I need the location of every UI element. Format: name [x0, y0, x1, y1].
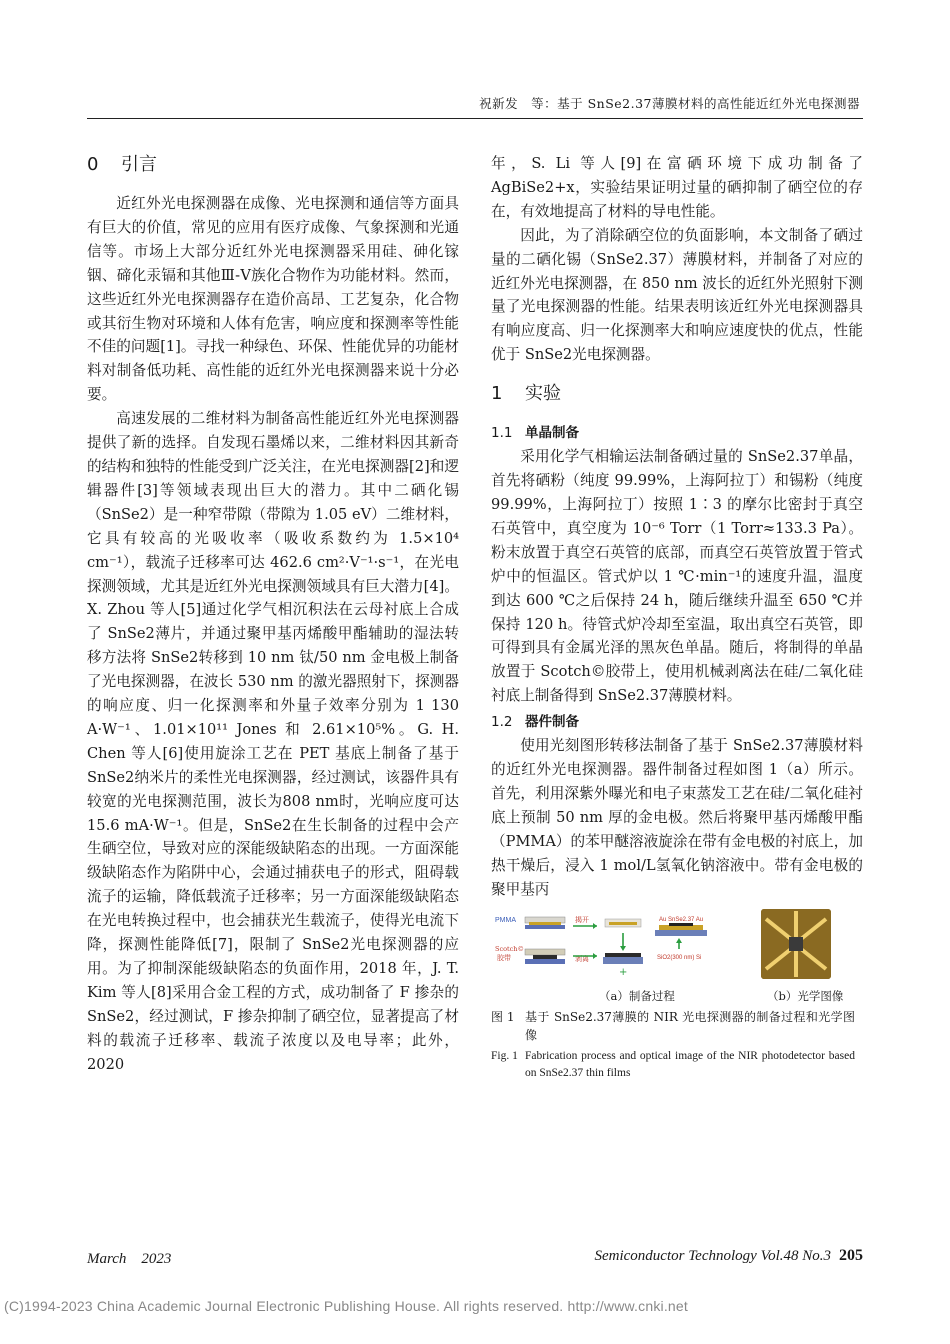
scotch-tape	[525, 949, 565, 955]
label-lift: 揭开	[575, 916, 589, 925]
section-title-text: 实验	[525, 383, 561, 405]
header-rule	[87, 118, 863, 119]
label-electrodes: Au SnSe2.37 Au	[659, 917, 704, 924]
figure-subcaptions	[491, 985, 863, 1005]
subsection-title-text: 单晶制备	[525, 425, 579, 442]
subcaption-b: （b）光学图像	[767, 989, 844, 1004]
arrow-head	[593, 923, 597, 929]
caption-label: 图 1	[491, 1010, 515, 1025]
section-number: 0	[87, 154, 99, 175]
intro-paragraph-3: 因此，为了消除硒空位的负面影响，本文制备了硒过量的二硒化锡（SnSe2.37）薄膜材料，并制备了对应的近红外光电探测器，在 850 nm 波长的近红外光照射下测量了光电探测器的性能。结果表明该近红外光电探测器具有响应度高、归一化探测率大和响应速度快的优点，性能优于 SnSe2光电探测器。	[491, 226, 863, 364]
tape-substrate	[525, 959, 565, 964]
device-center	[789, 937, 803, 951]
subsection-title-text: 器件制备	[525, 714, 579, 731]
section-1-title	[491, 381, 863, 407]
label-tape: 胶带	[497, 954, 511, 963]
final-snse-film	[669, 923, 693, 926]
left-column	[87, 152, 459, 1077]
snse-crystal	[533, 955, 557, 959]
gold-electrode-layer	[529, 922, 561, 925]
subsection-number: 1.2	[491, 714, 513, 731]
section-number: 1	[491, 383, 503, 405]
subsection-1-2-title	[491, 710, 863, 734]
figure-1	[491, 909, 863, 981]
subsection-number: 1.1	[491, 425, 513, 442]
figure-caption-zh	[491, 1009, 863, 1044]
released-electrodes	[609, 922, 637, 925]
page-number: 205	[839, 1247, 863, 1264]
intro-paragraph-1: 近红外光电探测器在成像、光电探测和通信等方面具有巨大的价值，常见的应用有医疗成像、气象探测和光通信等。市场上大部分近红外光电探测器采用硅、砷化镓铟、碲化汞镉和其他Ⅲ-Ⅴ族化合物作为功能材料。然而，这些近红外光电探测器存在造价高昂、工艺复杂，化合物或其衍生物对环境和人体有危害，响应度和探测率等性能不佳的问题[1]。寻找一种绿色、环保、性能优异的功能材料对制备低功耗、高性能的近红外光电探测器来说十分必要。	[87, 195, 459, 404]
intro-paragraph-2: 高速发展的二维材料为制备高性能近红外光电探测器提供了新的选择。自发现石墨烯以来，二维材料因其新奇的结构和独特的性能受到广泛关注，在光电探测器[2]和逻辑器件[3]等领域表现出巨大的潜力。其中二硒化锡（SnSe2）是一种窄带隙（带隙为 1.05 eV）二维材料，它具有较高的光吸收率（吸收系数约为 1.5×10⁴ cm⁻¹），载流子迁移率可达 462.6 cm²·V⁻¹·s⁻¹，在光电探测领域，尤其是近红外光电探测领域具有巨大潜力[4]。X. Zhou 等人[5]通过化学气相沉积法在云母衬底上合成了 SnSe2薄片，并通过聚甲基丙烯酸甲酯辅助的湿法转移方法将 SnSe2转移到 10 nm 钛/50 nm 金电极上制备了光电探测器，在波长 530 nm 的激光器照射下，探测器的响应度、归一化探测率和外量子效率分别为 1 130 A·W⁻¹、1.01×10¹¹ Jones 和 2.61×10⁵%。G. H. Chen 等人[6]使用旋涂工艺在 PET 基底上制备了基于 SnSe2纳米片的柔性光电探测器，经过测试，该器件具有较宽的光电探测范围，波长为808 nm时，光响应度可达15.6 mA·W⁻¹。但是，SnSe2在生长制备的过程中会产生硒空位，导致对应的深能级缺陷态的出现。一方面深能级缺陷态作为陷阱中心，会通过捕获电子的形式，阻碍载流子的运输，降低载流子迁移率；另一方面深能级缺陷态在光电转换过程中，也会捕获光生载流子，使得光电流下降，探测性能降低[7]，限制了 SnSe2光电探测器的应用。为了抑制深能级缺陷态的负面作用，2018 年，J. T. Kim 等人[8]采用合金工程的方式，成功制备了 F 掺杂的 SnSe2，经过测试，F 掺杂抑制了硒空位，显著提高了材料的载流子迁移率、载流子浓度以及电导率；此外，2020	[87, 410, 459, 1073]
arrow-head	[620, 946, 626, 951]
optical-photo	[761, 909, 831, 979]
final-substrate	[655, 930, 707, 936]
intro-paragraph-2-continued: 年，S. Li 等人[9]在富硒环境下成功制备了 AgBiSe2+x，实验结果证明过量的硒抑制了硒空位的存在，有效地提高了材料的导电性能。	[491, 155, 863, 220]
caption-text: 基于 SnSe2.37薄膜的 NIR 光电探测器的制备过程和光学图像	[525, 1010, 855, 1042]
fabrication-process-diagram	[493, 913, 749, 977]
section-0-title	[87, 152, 459, 178]
plus-sign: +	[619, 967, 628, 978]
subsection-1-1-title	[491, 421, 863, 445]
substrate-layer	[525, 925, 565, 929]
device-prep-paragraph: 使用光刻图形转移法制备了基于 SnSe2.37薄膜材料的近红外光电探测器。器件制备过程如图 1（a）所示。首先，利用深紫外曝光和电子束蒸发工艺在硅/二氧化硅衬底上预制 50 nm 厚的金电极。然后将聚甲基丙烯酸甲酯（PMMA）的苯甲醚溶液旋涂在带有金电极的衬底上，加热干燥后，浸入 1 mol/L氢氧化钠溶液中。带有金电极的聚甲基丙	[491, 737, 863, 898]
label-peel: 剥离	[575, 955, 589, 964]
caption-text-en: Fabrication process and optical image of the NIR photodetector based on SnSe2.37 thin films	[525, 1050, 855, 1080]
journal-name: Semiconductor Technology Vol.48 No.3	[594, 1248, 831, 1264]
exfoliated-substrate	[603, 957, 643, 964]
caption-label-en: Fig. 1	[491, 1050, 518, 1063]
arrow-head	[676, 938, 682, 943]
optical-image	[761, 909, 831, 979]
label-substrate: SiO2(300 nm) Si	[657, 955, 702, 962]
crystal-prep-paragraph: 采用化学气相输运法制备硒过量的 SnSe2.37单晶，首先将硒粉（纯度 99.99%，上海阿拉丁）和锡粉（纯度 99.99%，上海阿拉丁）按照 1∶3 的摩尔比密封于真空石英管中，真空度为 10⁻⁶ Torr（1 Torr≈133.3 Pa）。粉末放置于真空石英管的底部，而真空石英管放置于管式炉中的恒温区。管式炉以 1 ℃·min⁻¹的速度升温，温度到达 600 ℃之后保持 24 h，随后继续升温至 650 ℃并保持 120 h。待管式炉冷却至室温，取出真空石英管，即可得到具有金属光泽的黑灰色单晶。随后，将制得的单晶放置于 Scotch©胶带上，使用机械剥离法在硅/二氧化硅衬底上制备得到 SnSe2.37薄膜材料。	[491, 448, 863, 705]
exfoliated-film	[605, 953, 641, 957]
footer-date: March 2023	[87, 1251, 172, 1267]
figure-caption-en	[491, 1048, 863, 1082]
footer-journal	[594, 1247, 863, 1265]
copyright-notice: (C)1994-2023 China Academic Journal Electronic Publishing House. All rights reserved. http://www.cnki.net	[4, 1298, 688, 1314]
section-title-text: 引言	[121, 154, 157, 175]
label-pmma: PMMA	[495, 917, 516, 925]
arrow-head	[593, 953, 597, 959]
running-header: 祝新发 等：基于 SnSe2.37薄膜材料的高性能近红外光电探测器	[479, 96, 860, 111]
label-scotch: Scotch©	[495, 945, 524, 954]
subcaption-a: （a）制备过程	[599, 989, 675, 1004]
right-column	[491, 152, 863, 1082]
